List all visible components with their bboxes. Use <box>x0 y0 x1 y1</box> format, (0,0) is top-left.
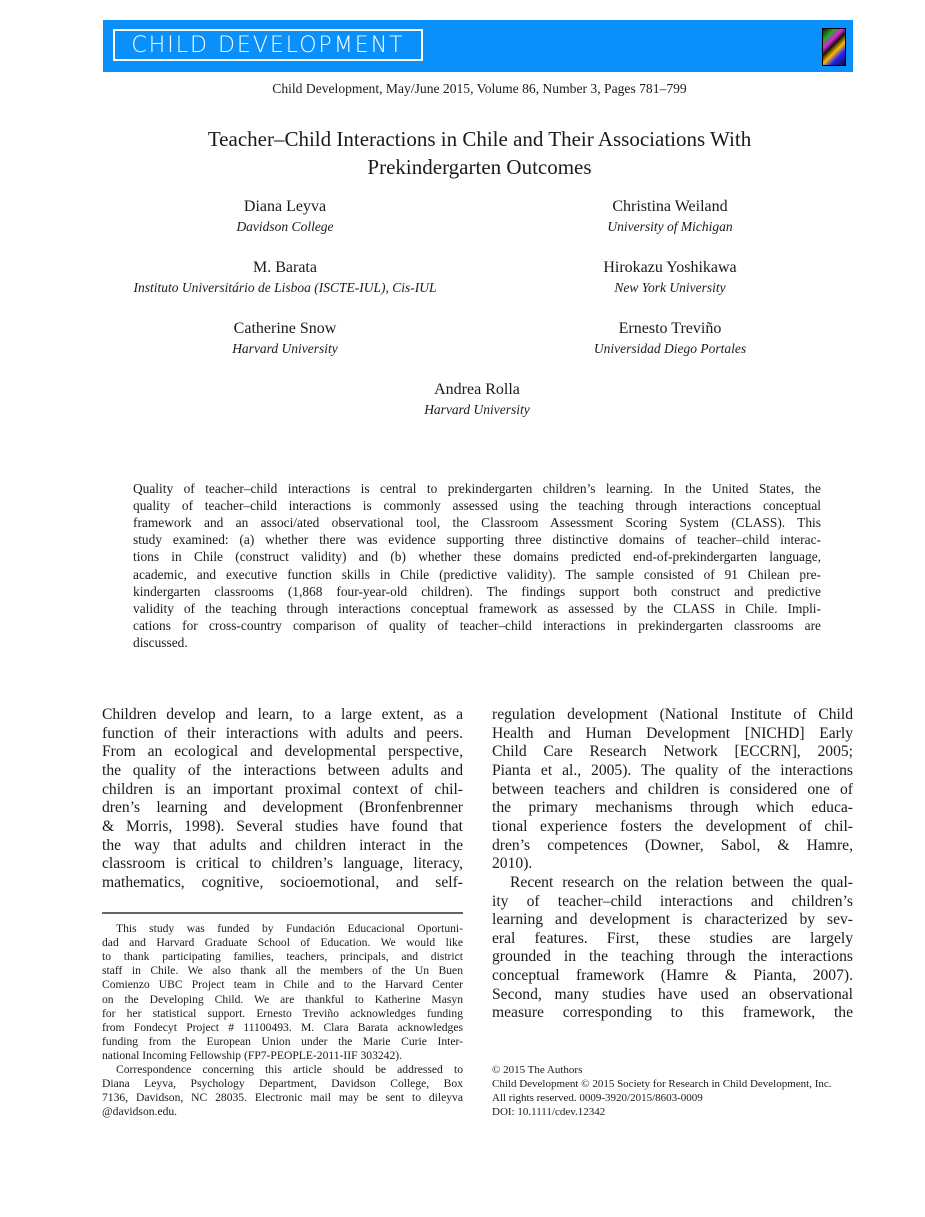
body-text-line: Children develop and learn, to a large extent, as a <box>102 706 463 723</box>
body-text-line: 2010). <box>492 855 533 873</box>
journal-banner <box>103 20 853 72</box>
body-text-line: dren’s learning and development (Bronfenbrenner <box>102 799 463 817</box>
footnote-line: Correspondence concerning this article should be addressed to <box>116 1063 463 1076</box>
abstract-line: discussed. <box>133 634 188 650</box>
author-affiliation: Harvard University <box>232 341 338 356</box>
body-text-line: between teachers and children is considered one of <box>492 780 853 798</box>
abstract-line: academic, and executive function skills in Chile (predictive validity). The sample consisted of 91 Chilean pre- <box>133 566 821 582</box>
body-text-line: learning and development is characterized by sev- <box>492 911 853 929</box>
body-text-line: mathematics, cognitive, socioemotional, and self- <box>102 873 463 891</box>
author-name: Ernesto Treviño <box>618 320 722 337</box>
abstract-line: Quality of teacher–child interactions is central to prekindergarten children’s learning. In the United States, the <box>133 481 821 496</box>
body-text-line: dren’s competences (Downer, Sabol, & Hamre, <box>492 836 853 854</box>
author-affiliation: New York University <box>614 280 726 295</box>
author-affiliation: Harvard University <box>424 402 530 417</box>
copyright-line: All rights reserved. 0009-3920/2015/8603-0009 <box>492 1092 703 1104</box>
body-text-line: Child Care Research Network [ECCRN], 2005; <box>492 743 853 761</box>
footnote-divider <box>102 912 463 914</box>
body-text-line: measure corresponding to this framework, the <box>492 1004 853 1022</box>
author-affiliation: Instituto Universitário de Lisboa (ISCTE-IUL), Cis-IUL <box>133 280 437 295</box>
footnote-line: Comienzo UBC Project team in Chile and to the Harvard Center <box>102 978 463 992</box>
author-affiliation: Universidad Diego Portales <box>593 341 747 356</box>
abstract-line: framework and an associ/ated observational tool, the Classroom Assessment Scoring System (CLASS). This <box>133 515 821 531</box>
body-text-line: function of their interactions with adults and peers. <box>102 724 463 742</box>
body-text-line: the quality of the interactions between adults and <box>102 761 463 779</box>
author-name: Hirokazu Yoshikawa <box>603 259 737 276</box>
footnote-line: This study was funded by Fundación Educacional Oportuni- <box>116 922 463 935</box>
body-text-line: ity of teacher–child interactions and children’s <box>492 892 853 910</box>
article-title-line-1: Teacher–Child Interactions in Chile and Their Associations With <box>207 127 752 151</box>
article-title-line-2: Prekindergarten Outcomes <box>367 155 592 179</box>
abstract-line: cations for cross-country comparison of quality of teacher–child interactions in prekindergarten classrooms are <box>133 617 821 633</box>
abstract-line: quality of teacher–child interactions is commonly assessed using the teaching through interactions conceptual <box>133 498 821 514</box>
journal-cover-thumbnail <box>822 28 846 66</box>
body-text-line: classroom is critical to children’s language, literacy, <box>102 855 463 873</box>
body-text-line: Recent research on the relation between the qual- <box>510 873 853 891</box>
footnote-line: to thank participating families, teachers, principals, and district <box>102 950 463 964</box>
footnote-line: funding from the European Union under the Marie Curie Inter- <box>102 1034 463 1048</box>
body-text-line: & Morris, 1998). Several studies have found that <box>102 817 463 835</box>
author-affiliation: University of Michigan <box>607 219 733 234</box>
footnote-line: dad and Harvard Graduate School of Education. We would like <box>102 936 463 950</box>
author-name: Andrea Rolla <box>434 381 520 398</box>
abstract-line: tions in Chile (construct validity) and (b) whether these domains predicted end-of-prekindergarten language, <box>133 549 821 565</box>
footnote-line: from Fondecyt Project # 11100493. M. Clara Barata acknowledges <box>102 1020 463 1034</box>
copyright-line: Child Development © 2015 Society for Research in Child Development, Inc. <box>492 1078 832 1090</box>
footnote-line: @davidson.edu. <box>102 1105 178 1119</box>
abstract-line: kindergarten classrooms (1,868 four-year-old children). The findings support both construct and predictive <box>133 583 821 599</box>
body-text-line: From an ecological and developmental perspective, <box>102 743 463 761</box>
author-name: Christina Weiland <box>612 198 728 215</box>
author-affiliation: Davidson College <box>236 219 334 234</box>
body-text-line: conceptual framework (Hamre & Pianta, 2007). <box>492 967 853 985</box>
body-text-line: grounded in the teaching through the interactions <box>492 948 853 966</box>
footnote-line: staff in Chile. We also thank all the members of the Un Buen <box>102 964 463 978</box>
abstract-line: study examined: (a) whether there was evidence supporting three distinctive domains of teacher–child interac- <box>133 532 821 548</box>
citation-line: Child Development, May/June 2015, Volume 86, Number 3, Pages 781–799 <box>272 81 687 96</box>
footnote-line: for her statistical support. Ernesto Treviño acknowledges funding <box>102 1006 463 1020</box>
body-text-line: eral features. First, these studies are largely <box>492 929 853 947</box>
body-text-line: the primary mechanisms through which educa- <box>492 799 853 817</box>
footnote-line: national Incoming Fellowship (FP7-PEOPLE-2011-IIF 303242). <box>102 1048 403 1062</box>
author-name: M. Barata <box>253 259 317 276</box>
footnote-line: Diana Leyva, Psychology Department, Davidson College, Box <box>102 1077 463 1091</box>
body-text-line: Pianta et al., 2005). The quality of the interactions <box>492 761 853 779</box>
copyright-line: © 2015 The Authors <box>492 1064 583 1076</box>
abstract-line: validity of the teaching through interactions conceptual framework as assessed by the CLASS in Chile. Impli- <box>133 600 821 616</box>
body-text-line: tional experience fosters the development of chil- <box>492 817 853 835</box>
author-name: Catherine Snow <box>233 320 337 337</box>
author-name: Diana Leyva <box>243 198 327 215</box>
body-text-line: regulation development (National Institute of Child <box>492 706 853 723</box>
journal-name: CHILD DEVELOPMENT <box>113 29 423 61</box>
copyright-line: DOI: 10.1111/cdev.12342 <box>492 1106 606 1118</box>
body-text-line: Health and Human Development [NICHD] Early <box>492 724 853 742</box>
footnote-line: 7136, Davidson, NC 28035. Electronic mail may be sent to dileyva <box>102 1091 463 1105</box>
footnote-line: on the Developing Child. We are thankful to Katherine Masyn <box>102 992 463 1006</box>
body-text-line: Second, many studies have used an observational <box>492 985 853 1003</box>
body-text-line: the way that adults and children interact in the <box>102 836 463 854</box>
body-text-line: children is an important proximal context of chil- <box>102 780 463 798</box>
